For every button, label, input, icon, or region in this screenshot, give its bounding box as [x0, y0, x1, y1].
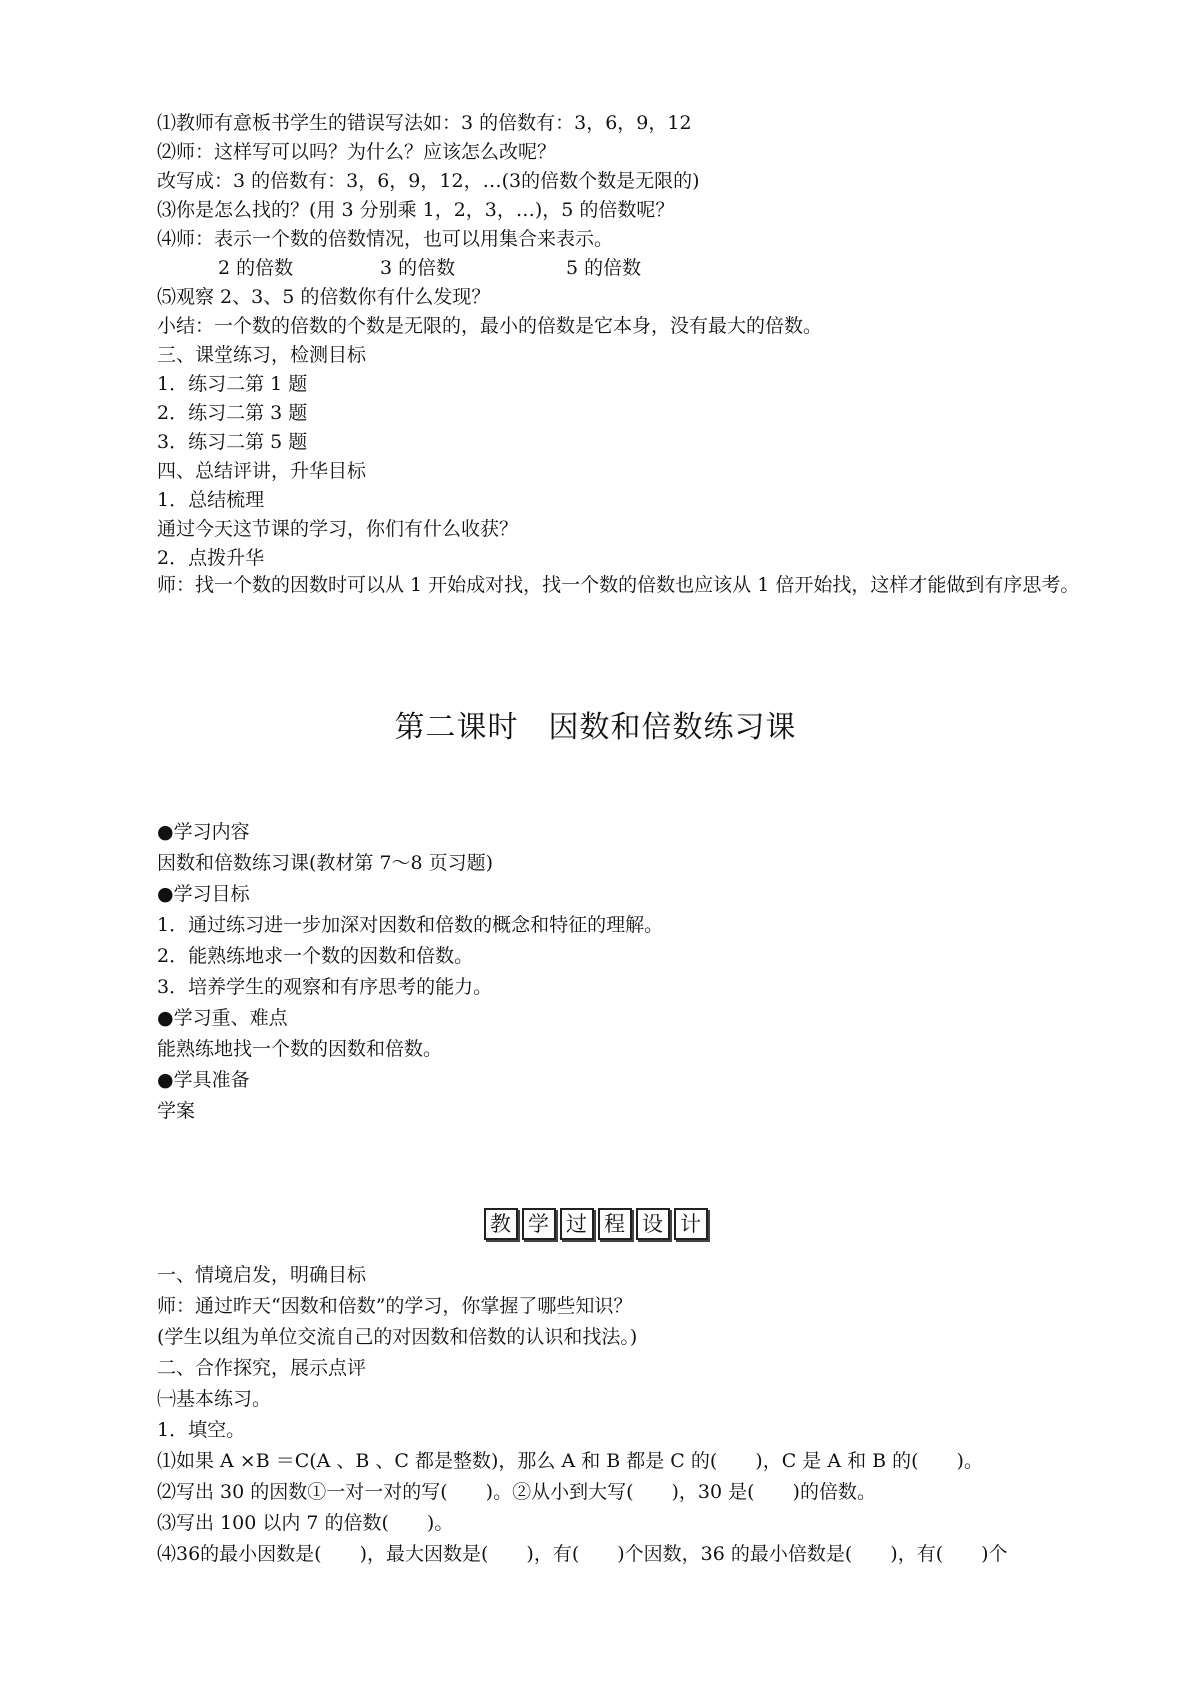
text-line: 1．填空。: [157, 1419, 246, 1441]
text-line: 一、情境启发，明确目标: [157, 1264, 367, 1286]
text-line: 2．练习二第 3 题: [157, 402, 308, 424]
text-line: 改写成：3 的倍数有：3，6，9，12，…(3的倍数个数是无限的): [157, 170, 700, 192]
text-line: 1．练习二第 1 题: [157, 373, 308, 395]
text-line: 1．总结梳理: [157, 489, 265, 511]
text-line: ⑸观察 2、3、5 的倍数你有什么发现？: [157, 286, 491, 308]
text-line: 学案: [157, 1100, 196, 1122]
heading-bullet: ●学习内容: [157, 821, 250, 843]
text-line: ⑷师：表示一个数的倍数情况，也可以用集合来表示。: [157, 228, 614, 250]
text-line: 二、合作探究，展示点评: [157, 1357, 367, 1379]
heading-bullet: ●学习重、难点: [157, 1007, 288, 1029]
text-line: 四、总结评讲，升华目标: [157, 460, 367, 482]
text-line: 因数和倍数练习课(教材第 7～8 页习题): [157, 852, 494, 874]
text-line: ⑷36的最小因数是( )，最大因数是( )，有( )个因数，36 的最小倍数是( )，有( )个: [157, 1543, 1008, 1565]
section-title: [0, 702, 1191, 746]
text-line: ⑴教师有意板书学生的错误写法如：3 的倍数有：3，6，9，12: [157, 112, 692, 134]
text-line: 能熟练地找一个数的因数和倍数。: [157, 1038, 443, 1060]
boxed-char: 过: [560, 1208, 594, 1240]
text-line: 3．练习二第 5 题: [157, 431, 308, 453]
boxed-char: 学: [522, 1208, 556, 1240]
text-line: ⑶你是怎么找的？(用 3 分别乘 1，2，3，…)，5 的倍数呢？: [157, 199, 675, 221]
section-title-name: 因数和倍数练习课: [548, 710, 797, 745]
text-line: ㈠基本练习。: [157, 1388, 272, 1410]
text-line: 1．通过练习进一步加深对因数和倍数的概念和特征的理解。: [157, 914, 664, 936]
text-line: 3．培养学生的观察和有序思考的能力。: [157, 976, 493, 998]
boxed-char: 设: [636, 1208, 670, 1240]
boxed-char: 程: [598, 1208, 632, 1240]
boxed-char: 计: [674, 1208, 708, 1240]
text-line: ⑵写出 30 的因数①一对一对的写( )。②从小到大写( )，30 是( )的倍数。: [157, 1481, 876, 1503]
heading-bullet: ●学习目标: [157, 883, 250, 905]
text-line: 2．能熟练地求一个数的因数和倍数。: [157, 945, 474, 967]
boxed-title: [0, 1208, 1191, 1240]
heading-bullet: ●学具准备: [157, 1069, 250, 1091]
text-line: 2．点拨升华: [157, 547, 265, 569]
text-line: ⑵师：这样写可以吗？为什么？应该怎么改呢？: [157, 141, 557, 163]
text-line: ⑴如果 A ×B ＝C(A 、B 、C 都是整数)，那么 A 和 B 都是 C 的( )，C 是 A 和 B 的( )。: [157, 1450, 983, 1472]
text-line: 师：通过昨天“因数和倍数”的学习，你掌握了哪些知识？: [157, 1295, 633, 1317]
text-line: 通过今天这节课的学习，你们有什么收获？: [157, 518, 519, 540]
text-line: ⑶写出 100 以内 7 的倍数( )。: [157, 1512, 454, 1534]
boxed-char: 教: [484, 1208, 518, 1240]
text-line: 三、课堂练习，检测目标: [157, 344, 367, 366]
set-label-3: 3 的倍数: [380, 257, 456, 279]
text-line: (学生以组为单位交流自己的对因数和倍数的认识和找法。): [157, 1326, 638, 1348]
teacher-paragraph: 师：找一个数的因数时可以从 1 开始成对找，找一个数的倍数也应该从 1 倍开始找，这样才能做到有序思考。: [157, 574, 1080, 596]
section-title-period: 第二课时: [394, 710, 519, 745]
text-line: 小结：一个数的倍数的个数是无限的，最小的倍数是它本身，没有最大的倍数。: [157, 315, 823, 337]
set-label-2: 2 的倍数: [218, 257, 294, 279]
set-label-5: 5 的倍数: [566, 257, 642, 279]
